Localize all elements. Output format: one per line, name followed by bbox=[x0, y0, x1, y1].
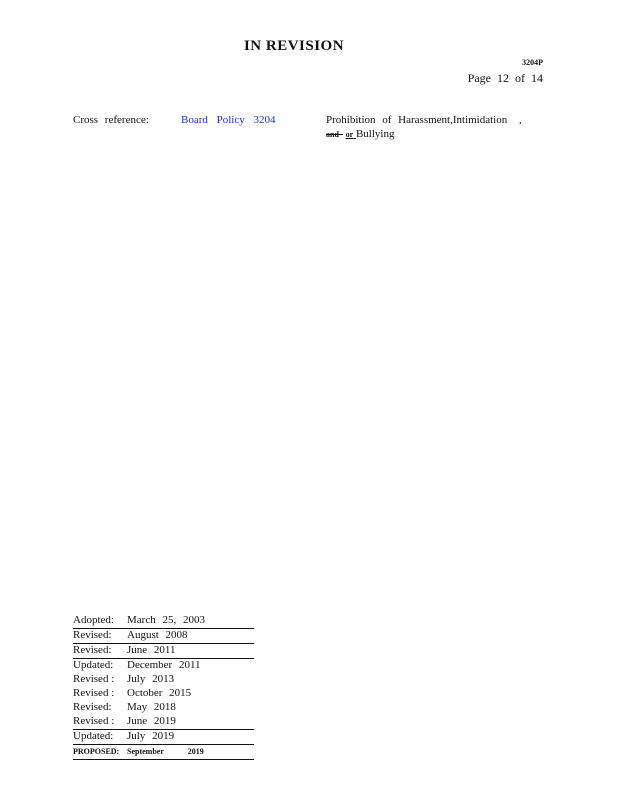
history-label: Revised: bbox=[73, 644, 112, 656]
inserted-text: or bbox=[345, 130, 354, 139]
history-label: PROPOSED: bbox=[73, 747, 120, 756]
history-row bbox=[73, 629, 254, 644]
page-number: Page 12 of 14 bbox=[467, 71, 543, 85]
board-policy-link[interactable]: Board Policy 3204 bbox=[181, 114, 276, 126]
history-row bbox=[73, 659, 254, 673]
history-date: May 2018 bbox=[127, 701, 176, 713]
history-label: Adopted: bbox=[73, 614, 114, 626]
history-row-proposed bbox=[73, 745, 254, 760]
cross-reference-description: Prohibition of Harassment,Intimidation bbox=[326, 114, 508, 126]
history-label: Revised : bbox=[73, 673, 115, 685]
history-label: Revised: bbox=[73, 629, 112, 641]
history-row bbox=[73, 644, 254, 659]
history-date: June 2011 bbox=[127, 644, 176, 656]
history-row bbox=[73, 701, 254, 715]
policy-code: 3204P bbox=[522, 58, 543, 67]
history-date: August 2008 bbox=[127, 629, 188, 641]
history-date: July 2019 bbox=[127, 730, 175, 742]
history-date: June 2019 bbox=[127, 715, 176, 727]
history-row bbox=[73, 715, 254, 730]
cross-reference-label: Cross reference: bbox=[73, 114, 149, 126]
history-label: Revised: bbox=[73, 701, 112, 713]
history-label: Revised : bbox=[73, 715, 115, 727]
history-date: October 2015 bbox=[127, 687, 192, 699]
revision-history bbox=[73, 614, 254, 760]
history-row bbox=[73, 673, 254, 687]
cross-reference-comma: , bbox=[519, 114, 522, 126]
history-date: September 2019 bbox=[127, 747, 204, 756]
deleted-text: and bbox=[326, 130, 339, 139]
history-label: Revised : bbox=[73, 687, 115, 699]
history-row bbox=[73, 730, 254, 745]
document-title: IN REVISION bbox=[243, 38, 345, 54]
history-date: March 25, 2003 bbox=[127, 614, 205, 626]
cross-reference-description-line2: and or Bullying bbox=[326, 128, 395, 140]
history-date: December 2011 bbox=[127, 659, 201, 671]
history-label: Updated: bbox=[73, 730, 114, 742]
history-row bbox=[73, 687, 254, 701]
history-row bbox=[73, 614, 254, 629]
history-label: Updated: bbox=[73, 659, 114, 671]
history-date: July 2013 bbox=[127, 673, 175, 685]
